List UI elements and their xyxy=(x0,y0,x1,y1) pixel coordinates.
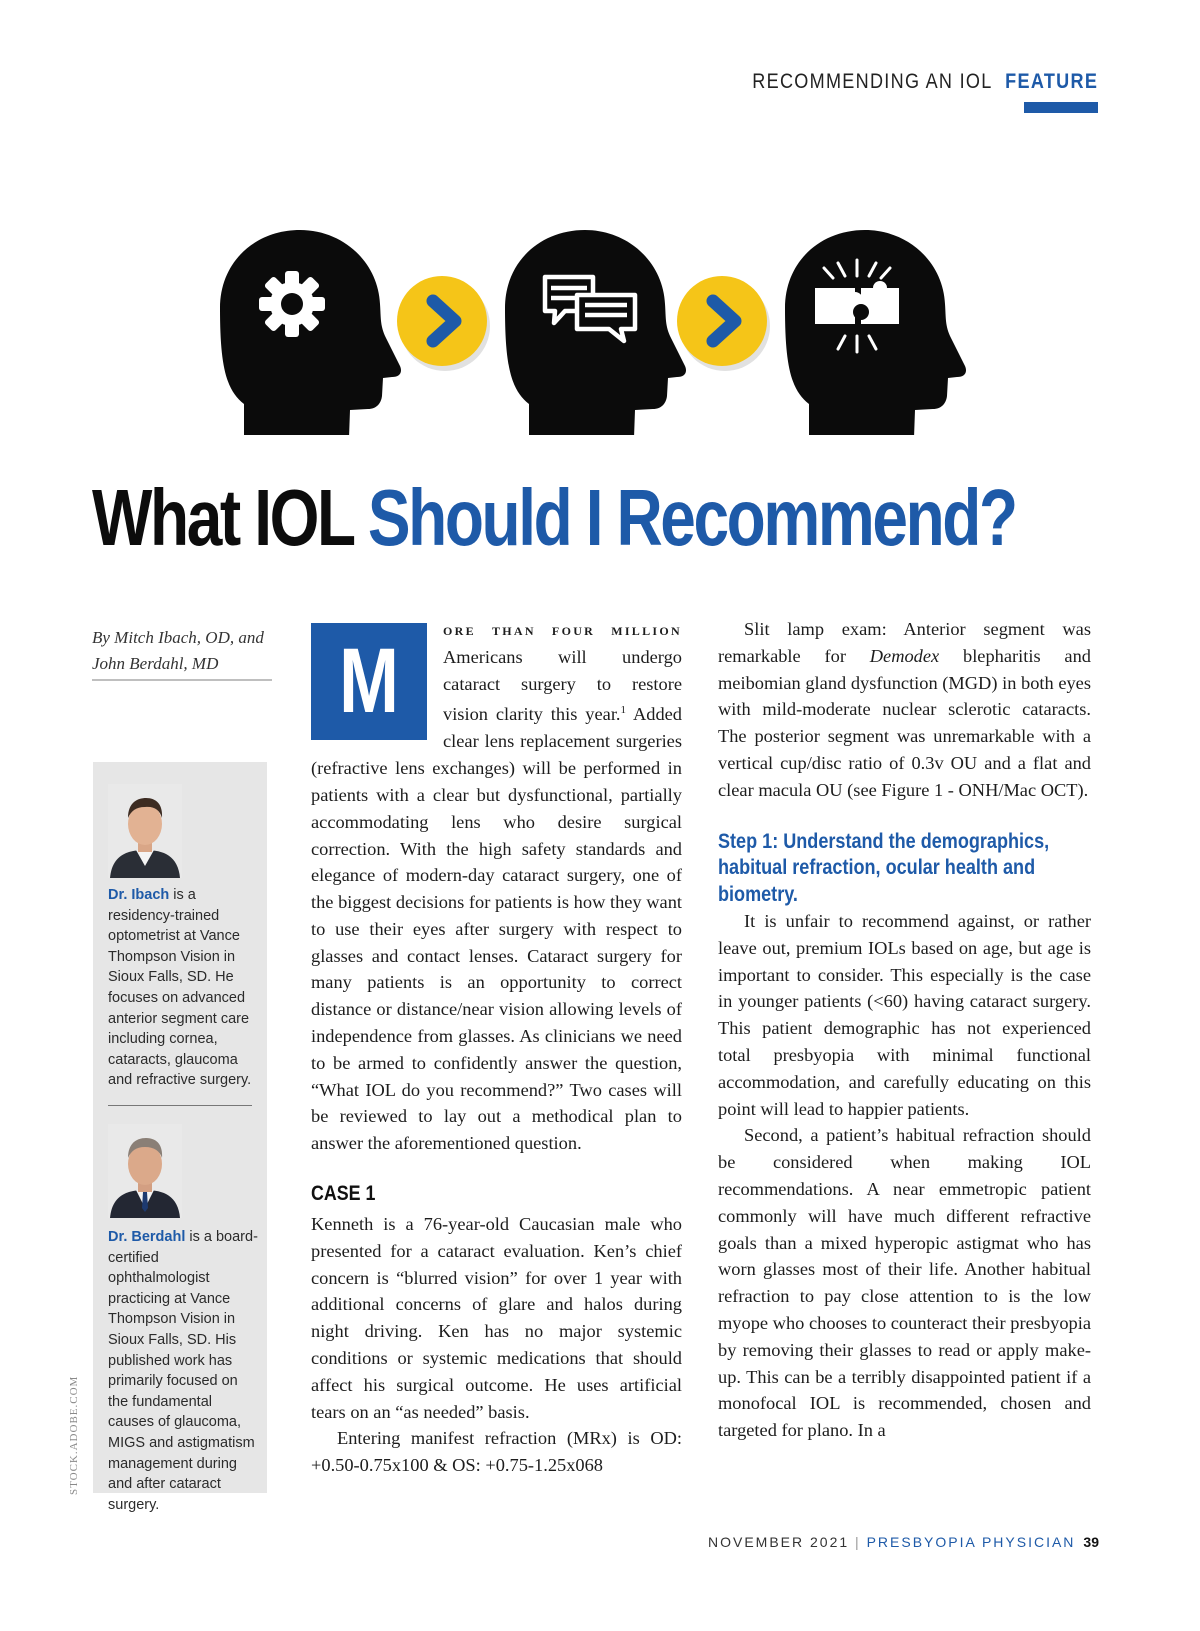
feature-label: FEATURE xyxy=(1005,70,1098,93)
image-credit: STOCK.ADOBE.COM xyxy=(68,1375,80,1495)
author-photo-berdahl xyxy=(108,1124,182,1218)
title-part-black: What IOL xyxy=(92,473,353,562)
section-name: RECOMMENDING AN IOL xyxy=(752,70,993,93)
puzzle-head-icon xyxy=(785,230,966,435)
footer-publication: PRESBYOPIA PHYSICIAN xyxy=(866,1534,1076,1550)
title-part-blue: Should I Recommend? xyxy=(367,473,1016,562)
gear-head-icon xyxy=(220,230,401,435)
page-number: 39 xyxy=(1083,1534,1099,1550)
author-photo-ibach xyxy=(108,784,182,878)
footer-date: NOVEMBER 2021 xyxy=(707,1534,850,1550)
step-paragraph-1: It is unfair to recommend against, or rather leave out, premium IOLs based on age, but age is important to consider. This especially is the case in younger patients (<60) having cataract surgery. This patient demographic has not experienced total presbyopia with minimal functional accommodation, and carefully educating on this point will lead to happier patients. xyxy=(718,911,1091,1119)
intro-text-b: Added clear lens replacement surgeries (refractive lens exchanges) will be performed in patients with a clear but dysfunctional, partially accommodating lens who desire surgical correction. With the high safety standards and elegance of modern-day cataract surgery, one of the biggest decisions for patients is how they want to use their eyes after surgery with respect to glasses and contact lenses. Cataract surgery for many patients is an opportunity to correct distance or distance/near vision allowing levels of independence from glasses. As clinicians we need to be armed to confidently answer the question, “What IOL do you recommend?” Two cases will be reviewed to lay out a methodical plan to answer the aforementioned question. xyxy=(311,704,682,1154)
byline: By Mitch Ibach, OD, and John Berdahl, MD xyxy=(92,628,264,673)
bio-ibach xyxy=(108,885,260,1091)
chat-head-icon xyxy=(505,230,686,435)
case-heading: CASE 1 xyxy=(311,1182,376,1206)
reference-superscript: 1 xyxy=(620,704,627,717)
footer-separator: | xyxy=(855,1534,861,1550)
feature-underline-bar xyxy=(1024,102,1098,113)
case-paragraph: Kenneth is a 76-year-old Caucasian male who presented for a cataract evaluation. Ken’s chief concern is “blurred vision” for over 1 year with additional concerns of glare and halos during night driving. Ken has no major systemic conditions or systemic medications that should affect his surgical outcome. He uses artificial tears on an “as needed” basis. xyxy=(311,1214,682,1422)
article-title xyxy=(92,473,1016,562)
bio-divider xyxy=(108,1105,252,1106)
article-column-right xyxy=(718,616,1091,1444)
step-heading: Step 1: Understand the demographics, habitual refraction, ocular health and biometry. xyxy=(718,829,1050,906)
chevron-right-icon xyxy=(397,276,490,371)
step-paragraph-2: Second, a patient’s habitual refraction should be considered when making IOL recommendations. A near emmetropic patient commonly will have much different refractive goals than a mixed hyperopic astigmat who has worn glasses most of their life. Another habitual refraction to pay close attention to is the low myope who chooses to counteract their presbyopia by removing their glasses to read or apply make-up. This can be a terribly disappointed patient if a monofocal IOL is recommended, chosen and targeted for plano. In a xyxy=(718,1125,1091,1441)
slit-lamp-paragraph xyxy=(718,616,1091,804)
demodex-term: Demodex xyxy=(869,645,940,666)
intro-text-a: Americans will undergo cataract surgery to restore vision clarity this year. xyxy=(443,646,682,725)
bio-name: Dr. Berdahl xyxy=(108,1229,186,1245)
drop-cap xyxy=(311,623,427,740)
bio-berdahl xyxy=(108,1227,260,1515)
bio-text: is a residency-trained optometrist at Vance Thompson Vision in Sioux Falls, SD. He focuses on advanced anterior segment care including cornea, cataracts, glaucoma and refractive surgery. xyxy=(108,887,252,1089)
hero-illustration xyxy=(220,225,980,435)
section-header xyxy=(696,70,1098,94)
article-column-middle xyxy=(311,616,682,1479)
bio-name: Dr. Ibach xyxy=(108,887,170,903)
lead-in-text: ore than four million xyxy=(443,620,682,639)
slit-lamp-text-a: Slit lamp exam: Anterior segment was remarkable for xyxy=(718,619,1091,666)
page-footer xyxy=(708,1534,1099,1550)
slit-lamp-text-b: blepharitis and meibomian gland dysfunction (MGD) in both eyes with mild-moderate nuclear sclerotic cataracts. The posterior segment was unremarkable with a vertical cup/disc ratio of 0.3v OU and a flat and clear macula OU (see Figure 1 - ONH/Mac OCT). xyxy=(718,645,1091,800)
drop-cap-letter: M xyxy=(339,630,399,732)
section-label xyxy=(752,70,1098,94)
mrx-paragraph: Entering manifest refraction (MRx) is OD: +0.50-0.75x100 & OS: +0.75-1.25x068 xyxy=(311,1428,682,1476)
byline-divider xyxy=(92,679,272,681)
bio-text: is a board-certified ophthalmologist practicing at Vance Thompson Vision in Sioux Falls, SD. His published work has primarily focused on the fundamental causes of glaucoma, MIGS and astigmatism management during and after cataract surgery. xyxy=(108,1229,258,1513)
chevron-right-icon xyxy=(677,276,770,371)
